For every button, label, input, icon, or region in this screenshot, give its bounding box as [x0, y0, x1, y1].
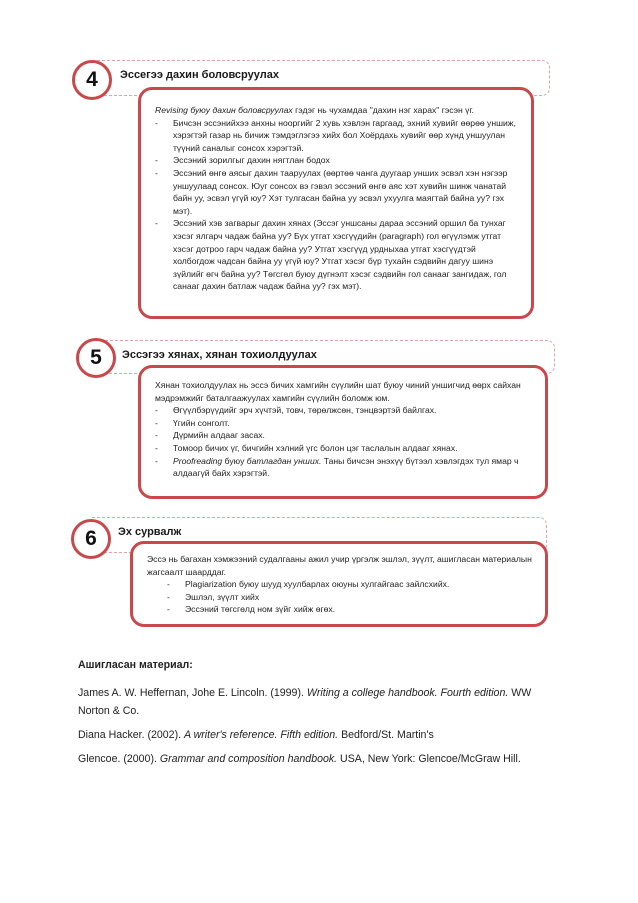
section-4-content-box: [138, 87, 534, 319]
list-item: - Plagiarization буюу шууд хуулбарлах оюуны хулгайгаас зайлсхийх.: [167, 578, 533, 591]
reference-title: Writing a college handbook. Fourth edition.: [306, 687, 509, 699]
references-heading: Ашигласан материал:: [78, 659, 193, 671]
list-item: - Үгийн сонголт.: [155, 417, 533, 430]
section-4-intro-text: гэдэг нь чухамдаа "дахин нэг харах" гэсэн үг.: [292, 105, 474, 115]
reference-title: A writer's reference. Fifth edition.: [184, 729, 339, 741]
list-item: - Дүрмийн алдааг засах.: [155, 429, 533, 442]
step-6-number: 6: [85, 527, 97, 550]
list-item: - Эссэний өнгө аясыг дахин тааруулах (өөртөө чанга дуугаар унших эсвэл хэн нэгээр уншуулаад сонсох. Юуг сонсох вэ гэвэл эссэний өнгө аяс хэт хувийн шинж чанатай байн уу, эсвэл үгүй юу? Хэт тулгасан байна уу эсвэл ухуулга маягтай байна уу? гэх мэт).: [155, 167, 519, 217]
section-4-intro: [155, 104, 519, 117]
reference-entry: [78, 750, 558, 768]
reference-author: Glencoe. (2000).: [78, 753, 160, 765]
proofreading-connector: буюу: [224, 455, 245, 466]
section-5-title: Эссэгээ хянах, хянан тохиолдуулах: [122, 349, 317, 361]
section-5-content-box: [138, 365, 548, 499]
step-4-circle: [72, 60, 112, 100]
section-5-intro: Хянан тохиолдуулах нь эссэ бичих хамгийн сүүлийн шат буюу чиний уншигчид өөрх сайхан мэдрэмжийг баталгаажуулах хамгийн сүүлийн боломж юм.: [155, 380, 521, 403]
step-4-number: 4: [86, 68, 98, 91]
section-6-list: [147, 578, 533, 616]
list-item-proofreading: [155, 455, 533, 480]
proofreading-text: Таны бичсэн энэхүү бүтээл хэвлэгдэх тул ямар ч алдаагүй байх хэрэгтэй.: [173, 455, 519, 479]
section-4-intro-emphasis: Revising: [155, 105, 188, 115]
reference-author: James A. W. Heffernan, Johe E. Lincoln. (1999).: [78, 687, 307, 699]
list-item: - Эссэний төгсгөлд ном зүйг хийж өгөх.: [167, 603, 533, 616]
proofreading-term-translation: батлагдан унших.: [246, 455, 322, 466]
step-5-number: 5: [90, 346, 102, 369]
section-5-list: [155, 404, 533, 480]
list-item: - Бичсэн эссэнийхээ анхны нооргийг 2 хувь хэвлэн гаргаад, эхний хувийг өөрөө уншиж, хэрэгтэй газар нь бичиж тэмдэглэгээ хийх бол Хоёрдахь хувийг өөр хүнд уншуулан түүний саналыг сонсох хэрэгтэй.: [155, 117, 519, 155]
reference-author: Diana Hacker. (2002).: [78, 729, 184, 741]
section-4-intro-emphasis-2: буюу дахин боловсруулах: [190, 105, 293, 115]
step-5-circle: [76, 338, 116, 378]
section-6-content-box: [130, 541, 548, 627]
references-section: [78, 656, 558, 774]
section-4-title: Эссегээ дахин боловсруулах: [120, 69, 279, 81]
step-6-circle: [71, 519, 111, 559]
list-item: - Өгүүлбэрүүдийг эрч хүчтэй, товч, төрөлжсөн, тэнцвэртэй байлгах.: [155, 404, 533, 417]
reference-entry: [78, 726, 558, 744]
list-item: - Эшлэл, зүүлт хийх: [167, 591, 533, 604]
list-item: - Эссэний хэв загварыг дахин хянах (Эссэг уншсаны дараа эссэний оршил ба тунхаг хэсэг ялгарч чадаж байна уу? Бүх утгат хэсгүүдийн (paragraph) гол өгүүлэмж утгат хэсэг дотроо гарч чадаж байна уу? Утгат хэсгүүд урдныхаа утгат хэсгүүдтэй холбогдож чадсан байна уу үгүй юу? Утгат хэсэг бүр тухайн сэдвийн дагуу шинэ зүйлийг өгч байна уу? Төгсгөл буюу дүгнэлт хэсэг сэдвийн гол санааг зангидаж, гол санааг дахин батлаж чадаж байна уу? гэх мэт).: [155, 217, 519, 293]
section-6-intro: Эссэ нь багахан хэмжээний судалгааны ажил учир үргэлж эшлэл, зүүлт, ашигласан материалын жагсаалт шаарддаг.: [147, 554, 532, 577]
list-item: - Эссэний зорилгыг дахин нягтлан бодох: [155, 154, 519, 167]
reference-publisher: USA, New York: Glencoe/McGraw Hill.: [337, 753, 521, 765]
reference-publisher: WW Norton & Co.: [78, 687, 532, 717]
proofreading-term: Proofreading: [173, 455, 223, 466]
reference-entry: [78, 684, 558, 720]
section-6-title: Эх сурвалж: [118, 526, 182, 538]
list-item: - Томоор бичих үг, бичгийн хэлний үгс болон цэг таслалын алдааг хянах.: [155, 442, 533, 455]
section-4-list: [155, 117, 519, 293]
reference-title: Grammar and composition handbook.: [159, 753, 338, 765]
reference-publisher: Bedford/St. Martin's: [338, 729, 434, 741]
